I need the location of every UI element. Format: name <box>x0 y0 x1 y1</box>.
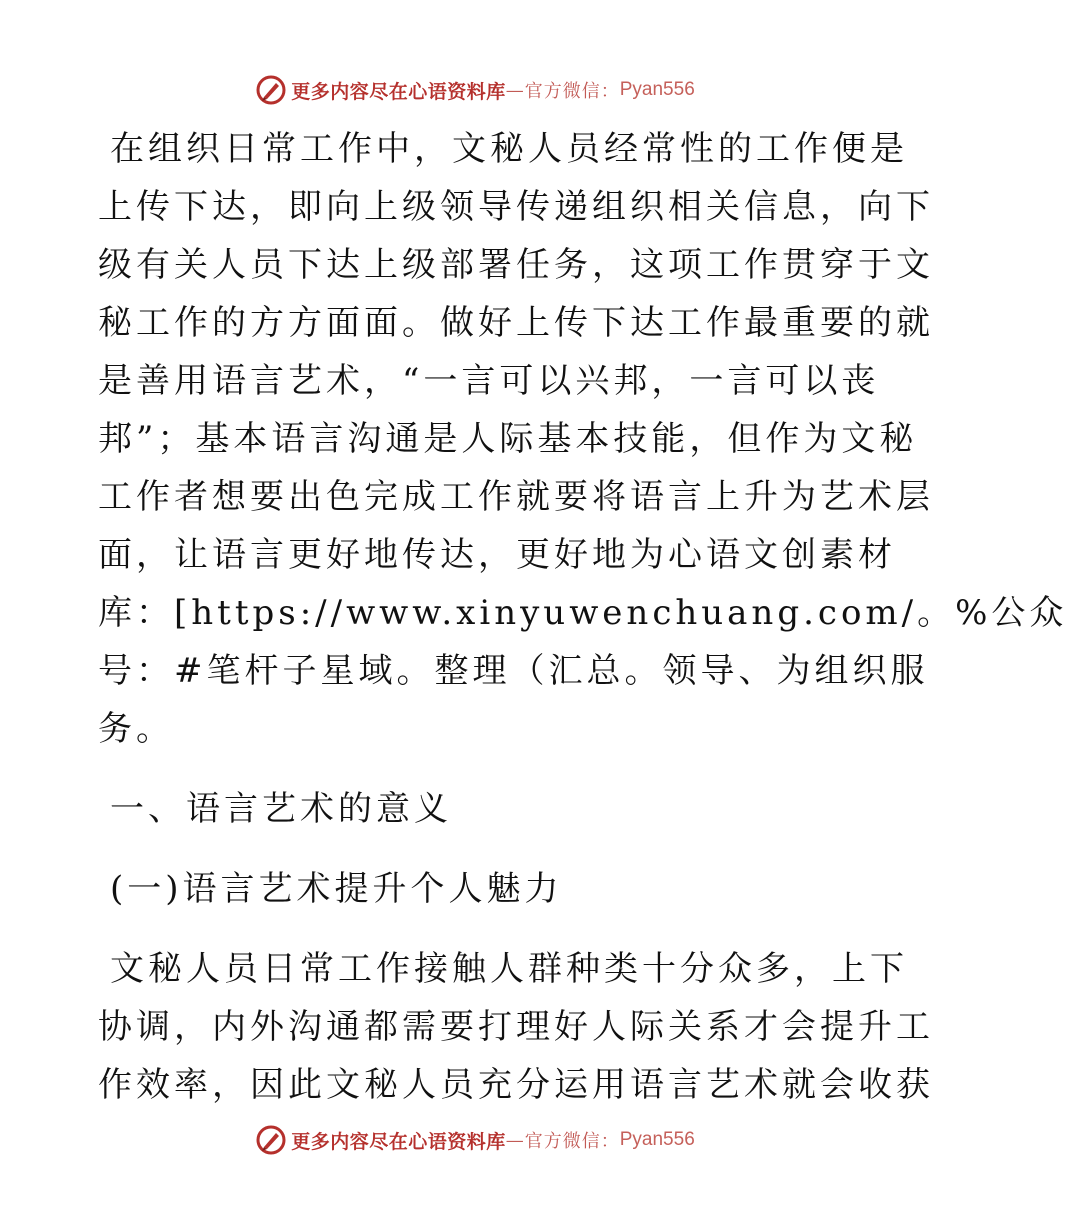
paragraph-intro <box>98 120 1067 758</box>
text-line: 是善用语言艺术，“一言可以兴邦，一言可以丧 <box>98 361 880 401</box>
text-line: 邦”；基本语言沟通是人际基本技能，但作为文秘 <box>98 419 918 459</box>
subsection-heading: (一)语言艺术提升个人魅力 <box>110 869 563 909</box>
paragraph-section-1 <box>98 940 934 1114</box>
footer-watermark <box>0 1120 950 1160</box>
document-body <box>98 120 1067 1114</box>
text-line: 文秘人员日常工作接触人群种类十分众多，上下 <box>110 949 908 989</box>
text-line: 面，让语言更好地传达，更好地为心语文创素材 <box>98 535 896 575</box>
text-line: 在组织日常工作中，文秘人员经常性的工作便是 <box>110 129 908 169</box>
footer-separator: — <box>505 1129 525 1151</box>
text-line: 务。 <box>98 709 174 749</box>
text-line: 秘工作的方方面面。做好上传下达工作最重要的就 <box>98 303 934 343</box>
text-line: 上传下达，即向上级领导传递组织相关信息，向下 <box>98 187 934 227</box>
text-line: 库：[https://www.xinyuwenchuang.com/。%公众 <box>98 593 1067 633</box>
pen-logo-icon <box>255 1124 287 1156</box>
header-wechat-label: 官方微信： <box>524 81 620 102</box>
text-line: 号：#笔杆子星域。整理（汇总。领导、为组织服 <box>98 651 929 691</box>
text-line: 级有关人员下达上级部署任务，这项工作贯穿于文 <box>98 245 934 285</box>
pen-logo-icon <box>255 74 287 106</box>
text-line: 作效率，因此文秘人员充分运用语言艺术就会收获 <box>98 1065 934 1105</box>
header-brand: 更多内容尽在心语资料库 <box>291 80 506 103</box>
text-line: 协调，内外沟通都需要打理好人际关系才会提升工 <box>98 1007 934 1047</box>
header-watermark <box>0 70 950 110</box>
footer-wechat-label: 官方微信： <box>524 1131 620 1152</box>
text-line: 工作者想要出色完成工作就要将语言上升为艺术层 <box>98 477 934 517</box>
footer-brand: 更多内容尽在心语资料库 <box>291 1130 506 1153</box>
footer-wechat-id: Pyan556 <box>619 1129 695 1150</box>
header-separator: — <box>505 79 525 101</box>
section-heading: 一、语言艺术的意义 <box>110 789 452 829</box>
header-wechat-id: Pyan556 <box>619 79 695 100</box>
